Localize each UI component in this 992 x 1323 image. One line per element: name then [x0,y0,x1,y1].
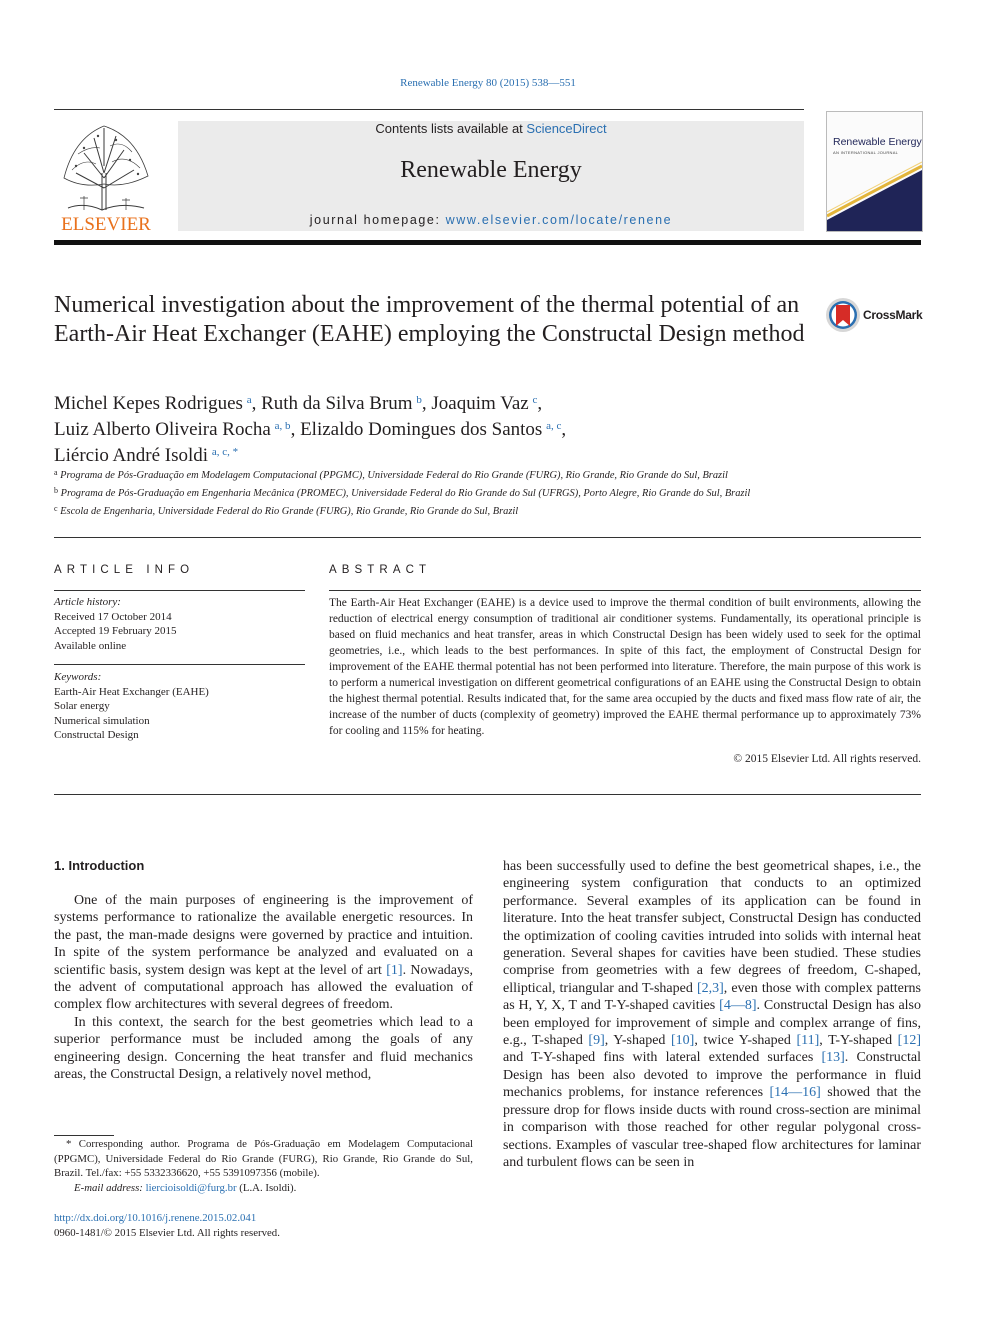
paragraph-text: has been successfully used to define the best geometrical shapes, i.e., the engineering system configuration that conducts to an optimized performance. Several examples of its application can be found in literature. Into the heat transfer subject, Constructal Design has conducted the optimization of cooling cavities intruded into solids with internal heat generation. Several shapes for cavities have been studied. These studies comprise from geometries with a few degrees of freedom, C-shaped, elliptical, triangular and T-shaped [503,859,921,996]
crossmark-icon [825,296,861,334]
paragraph-text: . Constructal Design has also been employed for improvement of simple and complex arrange of fins, e.g., T-shaped [503,998,921,1049]
crossmark-label: CrossMark [863,308,923,322]
crossmark-badge[interactable] [825,296,925,334]
affiliation-item: $^a$ Programa de Pós-Graduação em Modelagem Computacional (PPGMC), Universidade Federal do Rio Grande (FURG), Rio Grande, Rio Grande do Sul, Brazil [54,468,728,481]
citation-link[interactable]: [1] [386,962,403,978]
article-title: Numerical investigation about the improvement of the thermal potential of an Earth-Air Heat Exchanger (EAHE) employing the Constructal Design method [54,292,805,347]
citation-link[interactable]: [13] [821,1050,845,1066]
paragraph-text: , T-Y-shaped [819,1033,898,1049]
doi-link[interactable]: http://dx.doi.org/10.1016/j.renene.2015.02.041 [54,1212,257,1224]
author-name: Liércio André Isoldi [54,445,209,466]
journal-name: Renewable Energy [400,157,582,183]
homepage-link[interactable]: www.elsevier.com/locate/renene [445,213,673,227]
page-footer [54,1211,280,1241]
citation-link[interactable]: [2,3] [696,980,724,996]
keywords [54,670,209,743]
author-affiliation-mark[interactable]: b [416,394,422,406]
keyword: Solar energy [54,700,110,712]
affiliation-item: $^b$ Programa de Pós-Graduação em Engenharia Mecânica (PROMEC), Universidade Federal do Rio Grande do Sul (UFRGS), Porto Alegre, Rio Grande do Sul, Brazil [54,486,751,499]
author-affiliation-mark[interactable]: a [246,394,252,406]
paragraph-text: showed that the pressure drop for flows inside ducts with round cross-section are minimal in comparison with those reached for other regular polygonal cross-sections. Examples of vascular tree-shaped flow architectures for laminar and turbulent flows can be seen in [503,1085,921,1170]
citation-link[interactable]: [12] [897,1033,921,1049]
paragraph-text: One of the main purposes of engineering is the improvement of systems performance to rationalize the available energetic resources. In the past, the man-made designs were governed by practice and intuition. In spite of the system performance be analyzed and evaluated on a scientific basis, system design was kept at the level of art [54,893,473,978]
elsevier-logo [54,118,158,234]
paragraph [54,892,473,1014]
article-info-rule [54,590,305,591]
author-affiliation-mark[interactable]: c [532,394,538,406]
email-link[interactable]: liercioisoldi@furg.br [145,1181,237,1194]
citation-link[interactable]: [14—16] [769,1085,821,1101]
body-column-right [503,858,921,1171]
paragraph-text: In this context, the search for the best geometries which lead to a superior performance must be included among the goals of any engineering design. Concerning the heat transfer and fluid mechanics areas, the Constructal Design, a relatively novel method, [54,1014,473,1083]
sciencedirect-link[interactable]: ScienceDirect [526,121,607,136]
paragraph-text: , Y-shaped [604,1033,671,1049]
header-thick-rule [54,240,921,245]
paragraph [54,1014,473,1084]
keywords-rule [54,664,305,665]
author-name: Ruth da Silva Brum [261,393,413,414]
cover-title: Renewable Energy [833,136,922,148]
history-label: Article history: [54,596,121,608]
paragraph-text: , twice Y-shaped [694,1033,797,1049]
footnote-text: * Corresponding author. Programa de Pós-Graduação em Modelagem Computacional (PPGMC), Universidade Federal do Rio Grande (FURG), Rio Grande, Rio Grande do Sul, Brazil. Tel./fax: +55 5332336620, +55 5391097356 (mobile). [54,1138,473,1179]
author-name: Joaquim Vaz [431,393,529,414]
paragraph-text: . Nowadays, the advent of computational approach has allowed the evaluation of complex flow architectures with several degrees of freedom. [54,962,473,1013]
email-line: E-mail address: liercioisoldi@furg.br (L.A. Isoldi). [74,1181,297,1194]
abstract-heading: ABSTRACT [329,564,432,576]
citation-link[interactable]: [4—8] [719,998,757,1014]
keywords-label: Keywords: [54,671,102,683]
received-date: Received 17 October 2014 [54,610,172,623]
issn-line: 0960-1481/© 2015 Elsevier Ltd. All rights reserved. [54,1227,280,1239]
article-info-heading: ARTICLE INFO [54,564,195,576]
body-column-left [54,892,473,1083]
contents-prefix: Contents lists available at [375,121,527,136]
journal-citation[interactable]: Renewable Energy 80 (2015) 538—551 [400,77,576,89]
abstract-text: The Earth-Air Heat Exchanger (EAHE) is a device used to improve the thermal condition of built environments, allowing the reduction of electrical energy consumption of traditional air conditioner systems. Fundamentally, its operational principle is based on fluid mechanics and heat transfer, areas in which Constructal Design has been widely used to seek for the optimal geometries, i.e., which leads to the best performances. In spite of this fact, the employment of Constructal Design for improvement of the EAHE thermal potential has not been performed into literature. Therefore, the main purpose of this work is to perform a numerical investigation on different geometrical configurations of an EAHE using the Constructal Design to obtain the highest thermal potential. Results indicated that, for the same area occupied by the ducts and fixed mass flow rate of air, the increase of the number of ducts (complexity of geometry) improved the EAHE thermal performance up to approximately 73% for cooling and 115% for heating. [329,597,921,737]
journal-cover-thumbnail[interactable] [826,111,923,232]
citation-link[interactable]: [11] [796,1033,820,1049]
citation-link[interactable]: [9] [588,1033,605,1049]
author-affiliation-mark[interactable]: a, c, * [211,446,239,458]
affiliation-item: $^c$ Escola de Engenharia, Universidade Federal do Rio Grande (FURG), Rio Grande, Rio Grande do Sul, Brazil [54,504,519,517]
homepage-line [178,213,804,227]
affiliations [54,465,814,519]
contents-line [178,121,804,136]
author-affiliation-mark[interactable]: a, b [274,420,291,432]
keyword: Constructal Design [54,729,139,741]
author-name: Michel Kepes Rodrigues [54,393,243,414]
elsevier-wordmark: ELSEVIER [61,214,151,234]
section-heading-introduction: 1. Introduction [54,858,145,873]
abstract-rule [329,590,921,591]
author-name: Elizaldo Domingues dos Santos [300,419,543,440]
corresponding-author-footnote [54,1137,473,1195]
article-history [54,595,177,653]
keyword: Numerical simulation [54,714,150,727]
journal-header-box [178,121,804,231]
cover-subtitle: AN INTERNATIONAL JOURNAL [833,150,899,155]
homepage-prefix: journal homepage: [309,213,446,227]
paragraph [503,858,921,1171]
citation-link[interactable]: [10] [670,1033,695,1049]
footnote-rule [54,1135,114,1136]
author-list: Michel Kepes Rodrigues $^a$, Ruth da Silva Brum $^b$, Joaquim Vaz $^c$, Luiz Alberto Oliveira Rocha $^{a, b}$, Elizaldo Domingues dos Santos $^{a, c}$, Liércio André Isoldi $^{a, c, *}$ [54,393,567,466]
paragraph-text: and T-Y-shaped fins with lateral extended surfaces [503,1050,822,1066]
accepted-date: Accepted 19 February 2015 [54,625,177,637]
paragraph-text: , even those with complex patterns as H, Y, X, T and T-Y-shaped cavities [503,980,921,1014]
available-online: Available online [54,639,127,652]
keyword: Earth-Air Heat Exchanger (EAHE) [54,685,209,698]
paragraph-text: . Constructal Design has been also devoted to improve the performance in fluid mechanics problems, for instance references [503,1050,921,1101]
abstract-copyright: © 2015 Elsevier Ltd. All rights reserved. [733,753,921,765]
affiliation-rule [54,537,921,538]
abstract-bottom-rule [54,794,921,795]
author-name: Luiz Alberto Oliveira Rocha [54,419,271,440]
header-top-rule [54,109,804,110]
author-affiliation-mark[interactable]: a, c [546,420,562,432]
